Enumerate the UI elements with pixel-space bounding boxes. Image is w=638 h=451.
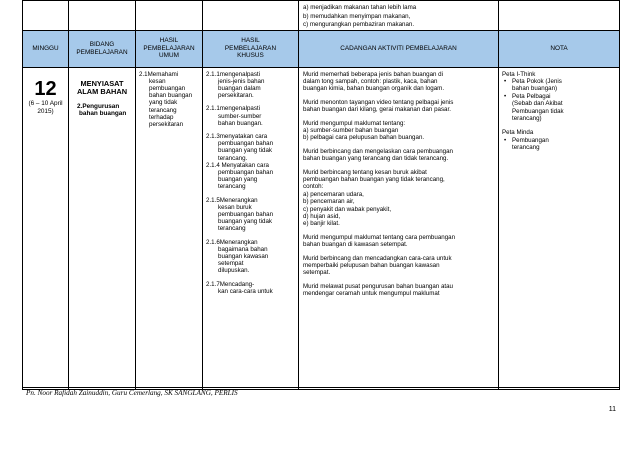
nota-bullet: • Peta Pelbagai (Sebab dan Akibat Pembuangan tidak terancang)	[512, 93, 616, 123]
aktiviti-paragraph: Murid berbincang dan mengelaskan cara pembuangan bahan buangan yang terancang dan tidak terancang.	[303, 147, 453, 163]
week-number: 12	[34, 77, 57, 100]
aktiviti-paragraph: Murid mengumpul maklumat tentang cara pembuangan bahan buangan di kawasan setempat.	[303, 233, 456, 249]
khusus-item: 2.1.3menyatakan cara pembuangan bahan buangan yang tidak terancang.	[206, 132, 274, 162]
nota-content	[499, 68, 619, 152]
nota-title: Peta I-Think	[502, 70, 536, 78]
lesson-plan-table	[22, 0, 620, 390]
header-umum: HASIL PEMBELAJARAN UMUM	[136, 30, 203, 67]
nota-bullet: • Pembuangan terancang	[512, 137, 616, 152]
khusus-item: 2.1.1mengenalpasti sumber-sumber bahan buangan.	[206, 105, 263, 127]
aktiviti-paragraph: Murid memerhati beberapa jenis bahan buangan di dalam tong sampah, contoh: plastik, kaca, bahan buangan kimia, bahan buangan organik dan logam.	[303, 70, 445, 93]
continuation-line: b) memudahkan menyimpan makanan,	[303, 12, 411, 20]
nota-list	[502, 78, 616, 122]
khusus-item: 2.1.4 Menyatakan cara pembuangan bahan buangan yang terancang	[206, 161, 274, 191]
hasil-umum: 2.1Memahami kesan pembuangan bahan buangan yang tidak terancang terhadap persekitaran	[139, 70, 193, 128]
nota-list	[502, 137, 616, 152]
header-bidang: BIDANG PEMBELAJARAN	[69, 30, 136, 67]
umum-cell	[136, 67, 203, 389]
aktiviti-paragraph: Murid menonton tayangan video tentang pelbagai jenis bahan buangan dari kilang, gerai makanan dan pasar.	[303, 98, 454, 114]
bidang-subtopic: 2.Pengurusan bahan buangan	[77, 102, 127, 118]
continuation-line: a) menjadikan makanan tahan lebih lama	[303, 4, 417, 11]
aktiviti-cell	[299, 67, 499, 389]
week-row	[23, 67, 620, 389]
continuation-line: c) mengurangkan pembaziran makanan.	[303, 21, 415, 28]
footer-divider	[22, 387, 619, 388]
bidang-title: MENYIASAT ALAM BAHAN	[76, 78, 128, 97]
khusus-item: 2.1.7Mencadang- kan cara-cara untuk	[206, 280, 273, 295]
header-khusus: HASIL PEMBELAJARAN KHUSUS	[203, 30, 299, 67]
header-minggu: MINGGU	[23, 30, 69, 67]
nota-bullet: • Peta Pokok (Jenis bahan buangan)	[512, 78, 616, 93]
footer-author: Pn. Noor Rafidah Zainuddin, Guru Cemerlang, SK SANGLANG, PERLIS	[26, 389, 238, 397]
aktiviti-paragraph: Murid berbincang tentang kesan buruk akibat pembuangan bahan buangan yang tidak terancang, contoh: a) pencemaran udara, b) pencemaran air, c) penyakit dan wabak penyakit, d) hujan asid, e) banjir kilat.	[303, 168, 445, 228]
header-row	[23, 30, 620, 67]
header-nota: NOTA	[499, 30, 620, 67]
aktiviti-paragraph: Murid mengumpul maklumat tentang: a) sumber-sumber bahan buangan b) pelbagai cara pelupusan bahan buangan.	[303, 119, 425, 142]
bidang-cell	[69, 67, 136, 389]
khusus-item: 2.1.1mengenalpasti jenis-jenis bahan buangan dalam persekitaran.	[206, 70, 265, 100]
continuation-row	[23, 1, 620, 31]
header-aktiviti: CADANGAN AKTIVITI PEMBELAJARAN	[299, 30, 499, 67]
aktiviti-list	[299, 68, 498, 298]
aktiviti-paragraph: Murid berbincang dan mencadangkan cara-cara untuk memperbaiki pelupusan bahan buangan kawasan setempat.	[303, 254, 452, 277]
hasil-khusus	[203, 68, 298, 295]
nota-title: Peta Minda	[502, 129, 534, 137]
aktiviti-paragraph: Murid melawat pusat pengurusan bahan buangan atau mendengar ceramah untuk mengumpul maklumat	[303, 282, 453, 298]
khusus-cell	[203, 67, 299, 389]
week-cell	[23, 67, 69, 389]
week-date: (6 – 10 April 2015)	[28, 99, 63, 115]
khusus-item: 2.1.6Menerangkan bagaimana bahan buangan kawasan setempat dilupuskan.	[206, 238, 269, 275]
continuation-text	[299, 1, 498, 30]
page-number: 11	[608, 406, 616, 413]
nota-cell	[499, 67, 620, 389]
khusus-item: 2.1.5Menerangkan kesan buruk pembuangan bahan buangan yang tidak terancang	[206, 196, 274, 233]
